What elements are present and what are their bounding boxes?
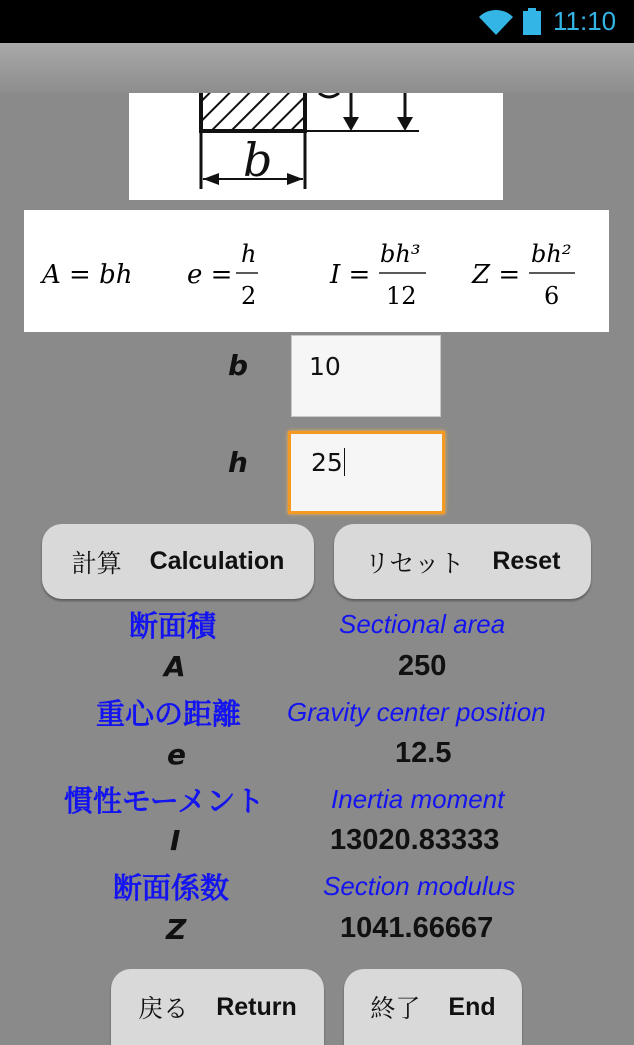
dimension-b-label: b (243, 133, 273, 187)
formula-e-den: 2 (241, 282, 257, 310)
formula-panel (24, 210, 609, 332)
end-button-jp: 終了 (370, 994, 421, 1023)
area-value: 250 (398, 650, 447, 682)
area-title-jp: 断面積 (129, 609, 217, 643)
formula-i-lhs: I = (330, 260, 371, 290)
inertia-value: 13020.83333 (330, 824, 500, 856)
input-h-label: h (228, 446, 248, 479)
centroid-title-jp: 重心の距離 (96, 697, 242, 731)
battery-icon (522, 8, 542, 35)
modulus-value: 1041.66667 (340, 912, 494, 944)
action-bar (0, 43, 634, 93)
return-button-jp: 戻る (138, 994, 189, 1023)
status-time: 11:10 (553, 6, 617, 36)
wifi-icon (478, 8, 514, 36)
b-input-value: 10 (309, 352, 341, 381)
h-input-value: 25 (311, 448, 343, 477)
formula-i-num: bh³ (380, 240, 421, 268)
formula-z-den: 6 (544, 282, 560, 310)
calculation-button-jp: 計算 (71, 548, 122, 578)
cross-section-drawing (129, 93, 503, 200)
end-button[interactable] (344, 969, 522, 1045)
end-button-en: End (448, 992, 496, 1021)
inertia-title-jp: 慣性モーメント (64, 784, 265, 818)
return-button-en: Return (216, 992, 297, 1021)
inertia-title-en: Inertia moment (331, 784, 505, 814)
calculation-button-en: Calculation (149, 547, 285, 575)
text-caret (344, 448, 345, 476)
modulus-symbol: Z (166, 913, 187, 946)
centroid-value: 12.5 (395, 737, 452, 769)
centroid-title-en: Gravity center position (287, 697, 546, 727)
area-symbol: A (164, 650, 186, 683)
input-b-label: b (228, 349, 249, 382)
formula-e-num: h (241, 240, 257, 268)
formula-area: A = bh (42, 260, 133, 290)
b-input-field[interactable] (291, 335, 441, 417)
cross-section-figure (129, 93, 503, 200)
modulus-title-en: Section modulus (323, 871, 516, 901)
formula-z-num: bh² (531, 240, 572, 268)
calculation-button[interactable] (42, 524, 314, 599)
area-title-en: Sectional area (339, 609, 506, 639)
h-input-field[interactable] (288, 431, 445, 514)
return-button[interactable] (111, 969, 324, 1045)
formula-e-lhs: e = (187, 260, 233, 290)
formula-z-lhs: Z = (472, 260, 521, 290)
reset-button-en: Reset (492, 547, 561, 575)
modulus-title-jp: 断面係数 (113, 871, 230, 905)
inertia-symbol: I (170, 824, 181, 857)
reset-button-jp: リセット (364, 548, 465, 578)
status-bar (0, 0, 634, 43)
formula-i-den: 12 (386, 282, 417, 310)
reset-button[interactable] (334, 524, 591, 599)
centroid-symbol: e (167, 738, 186, 771)
